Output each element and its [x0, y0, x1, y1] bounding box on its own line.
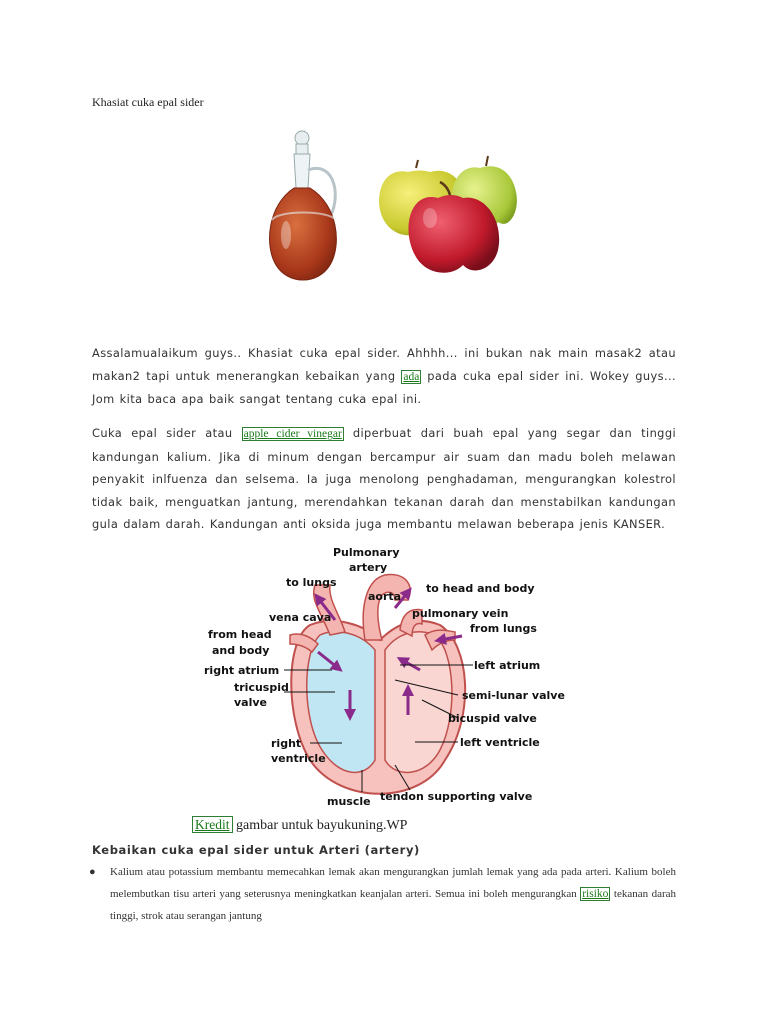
label-right-atrium: right atrium: [204, 664, 280, 677]
label-pulmonary-vein: pulmonary vein: [412, 607, 509, 620]
label-muscle: muscle: [327, 795, 371, 808]
label-to-lungs: to lungs: [286, 576, 337, 589]
label-tricuspid-1: tricuspid: [234, 681, 289, 694]
image-credit: Kredit gambar untuk bayukuning.WP: [192, 817, 407, 834]
label-tricuspid-2: valve: [234, 696, 267, 709]
section-heading: Kebaikan cuka epal sider untuk Arteri (artery): [92, 843, 420, 857]
label-tendon: tendon supporting valve: [380, 790, 533, 803]
label-left-atrium: left atrium: [474, 659, 541, 672]
label-from-lungs: from lungs: [470, 622, 537, 635]
bullet-dot-icon: ●: [89, 866, 96, 878]
label-left-ventricle: left ventricle: [460, 736, 540, 749]
label-to-head-and-body: to head and body: [426, 582, 535, 595]
label-right-ventricle-1: right: [271, 737, 302, 750]
label-vena-cava: vena cava: [269, 611, 332, 624]
label-pulmonary-artery-1: Pulmonary: [333, 546, 400, 559]
label-from-head-2: and body: [212, 644, 270, 657]
label-pulmonary-artery-2: artery: [349, 561, 388, 574]
risiko-link[interactable]: risiko: [582, 888, 609, 900]
vinegar-apples-image: [258, 110, 548, 290]
heart-diagram: [190, 540, 580, 812]
label-aorta: aorta: [368, 590, 402, 603]
ada-link[interactable]: ada: [403, 370, 420, 383]
apple-cider-vinegar-link[interactable]: apple cider vinegar: [243, 428, 342, 441]
intro-paragraph: Assalamualaikum guys.. Khasiat cuka epal sider. Ahhhh... ini bukan nak main masak2 atau makan2 tapi untuk menerangkan kebaikan yang ada pada cuka epal sider ini. Wokey guys... Jom kita baca apa baik sangat tentang cuka epal ini.: [92, 346, 677, 407]
apples: [379, 156, 517, 273]
page-title: Khasiat cuka epal sider: [92, 95, 204, 109]
description-paragraph: Cuka epal sider atau apple cider vinegar diperbuat dari buah epal yang segar dan tinggi kandungan kalium. Jika di minum dengan bercampur air suam dan madu boleh melawan penyakit inlfuenza dan selsema. Ia juga menolong penghadaman, mengurangkan kolestrol tidak baik, menguatkan jantung, merendahkan tekanan darah dan menstabilkan kandungan gula dalam darah. Kandungan anti oksida juga membantu melawan beberapa jenis KANSER.: [92, 426, 677, 532]
label-from-head-1: from head: [208, 628, 272, 641]
label-semi-lunar-valve: semi-lunar valve: [462, 689, 565, 702]
list-item: ● Kalium atau potassium membantu memecahkan lemak akan mengurangkan jumlah lemak yang ada pada arteri. Kalium boleh melembutkan tisu arteri yang seterusnya meningkatkan keanjalan arteri. Semua ini boleh mengurangkan risiko tekanan darah tinggi, strok atau serangan jantung: [92, 861, 676, 927]
label-bicuspid-valve: bicuspid valve: [448, 712, 537, 725]
kredit-link[interactable]: Kredit: [192, 816, 233, 833]
vinegar-bottle: [270, 131, 337, 280]
label-right-ventricle-2: ventricle: [271, 752, 326, 765]
benefit-list: [89, 861, 676, 927]
